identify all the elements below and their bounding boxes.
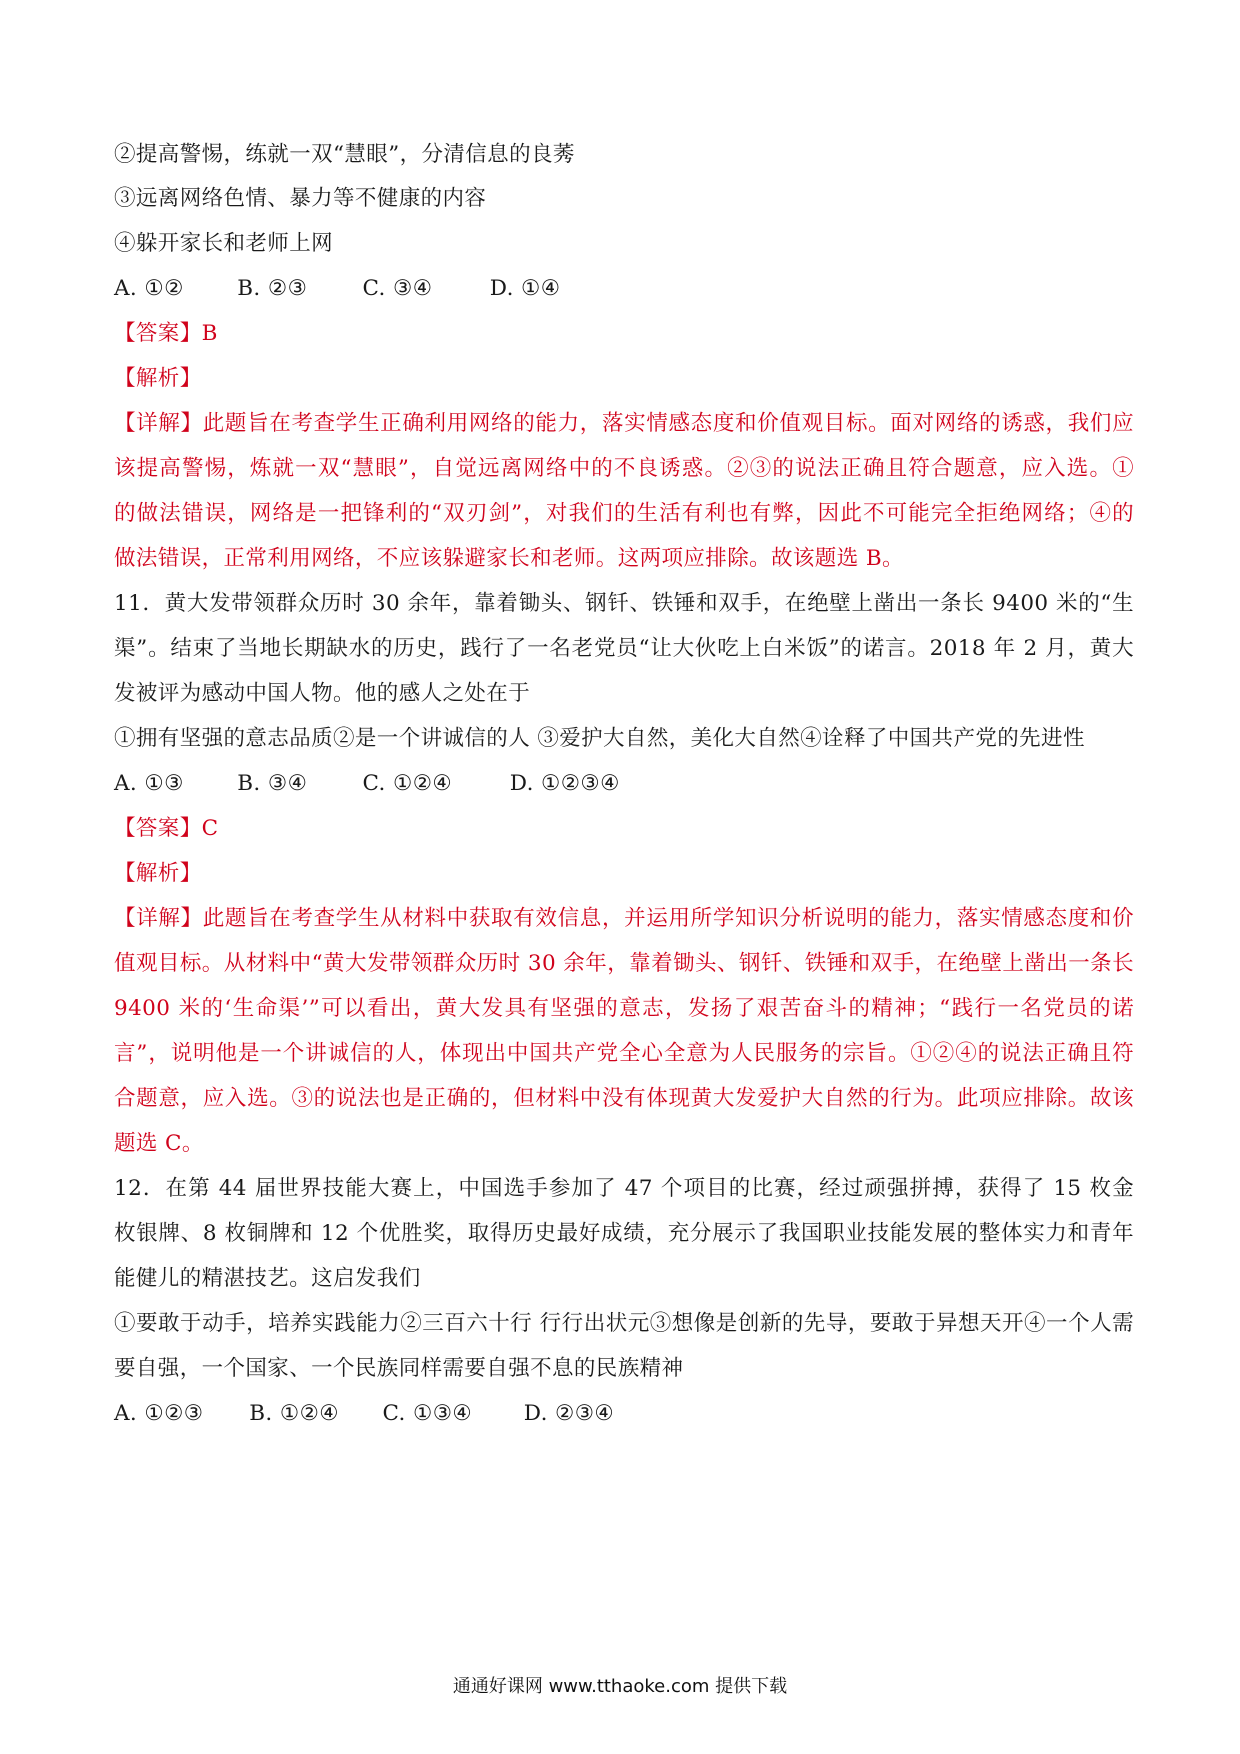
q10-choice-a: A. ①② bbox=[114, 276, 184, 301]
q11-choice-b: B. ③④ bbox=[237, 771, 308, 796]
q12-stem-line: 12．在第 44 届世界技能大赛上，中国选手参加了 47 个项目的比赛，经过顽强拼搏，获得了 15 枚金 bbox=[114, 1176, 1134, 1201]
q11-choice-c: C. ①②④ bbox=[362, 771, 453, 796]
q12-choice-c: C. ①③④ bbox=[382, 1401, 473, 1426]
q11-analysis-heading: 【解析】 bbox=[114, 861, 202, 886]
q12-options-line: ①要敢于动手，培养实践能力②三百六十行 行行出状元③想像是创新的先导，要敢于异想天开④一个人需 bbox=[114, 1311, 1134, 1336]
q11-detail-line: 言”，说明他是一个讲诚信的人，体现出中国共产党全心全意为人民服务的宗旨。①②④的说法正确且符 bbox=[114, 1041, 1134, 1066]
q11-choices bbox=[114, 769, 1134, 799]
q11-detail-line: 9400 米的‘生命渠’”可以看出，黄大发具有坚强的意志，发扬了艰苦奋斗的精神；“践行一名党员的诺 bbox=[114, 996, 1134, 1021]
q12-stem-line: 枚银牌、8 枚铜牌和 12 个优胜奖，取得历史最好成绩，充分展示了我国职业技能发展的整体实力和青年 bbox=[114, 1221, 1134, 1246]
q12-stem-line: 能健儿的精湛技艺。这启发我们 bbox=[114, 1266, 421, 1291]
q11-detail-line: 【详解】此题旨在考查学生从材料中获取有效信息，并运用所学知识分析说明的能力，落实情感态度和价 bbox=[114, 906, 1134, 931]
q11-stem-line: 渠”。结束了当地长期缺水的历史，践行了一名老党员“让大伙吃上白米饭”的诺言。2018 年 2 月，黄大 bbox=[114, 636, 1134, 661]
q10-option-4: ④躲开家长和老师上网 bbox=[114, 231, 334, 256]
q12-choices bbox=[114, 1399, 1134, 1429]
q10-choice-d: D. ①④ bbox=[489, 276, 561, 301]
q10-detail-line: 该提高警惕，炼就一双“慧眼”，自觉远离网络中的不良诱惑。②③的说法正确且符合题意，应入选。① bbox=[114, 456, 1134, 481]
q10-detail-line: 的做法错误，网络是一把锋利的“双刃剑”，对我们的生活有利也有弊，因此不可能完全拒绝网络；④的 bbox=[114, 501, 1134, 526]
q11-choice-a: A. ①③ bbox=[114, 771, 184, 796]
q11-stem-line: 11．黄大发带领群众历时 30 余年，靠着锄头、钢钎、铁锤和双手，在绝壁上凿出一条长 9400 米的“生 bbox=[114, 591, 1134, 616]
q11-answer: 【答案】C bbox=[114, 816, 219, 841]
q11-options: ①拥有坚强的意志品质②是一个讲诚信的人 ③爱护大自然，美化大自然④诠释了中国共产党的先进性 bbox=[114, 726, 1085, 751]
q10-choices bbox=[114, 274, 1134, 304]
q10-detail-line: 做法错误，正常利用网络，不应该躲避家长和老师。这两项应排除。故该题选 B。 bbox=[114, 546, 904, 571]
q11-detail-line: 合题意，应入选。③的说法也是正确的，但材料中没有体现黄大发爱护大自然的行为。此项应排除。故该 bbox=[114, 1086, 1134, 1111]
q12-choice-d: D. ②③④ bbox=[523, 1401, 615, 1426]
q11-detail-line: 题选 C。 bbox=[114, 1131, 204, 1156]
q11-detail-line: 值观目标。从材料中“黄大发带领群众历时 30 余年，靠着锄头、钢钎、铁锤和双手，在绝壁上凿出一条长 bbox=[114, 951, 1134, 976]
q12-choice-b: B. ①②④ bbox=[249, 1401, 339, 1426]
q11-stem-line: 发被评为感动中国人物。他的感人之处在于 bbox=[114, 681, 531, 706]
q10-analysis-heading: 【解析】 bbox=[114, 366, 202, 391]
page-footer: 通通好课网 www.tthaoke.com 提供下载 bbox=[452, 1676, 788, 1697]
q10-detail-line: 【详解】此题旨在考查学生正确利用网络的能力，落实情感态度和价值观目标。面对网络的诱惑，我们应 bbox=[114, 411, 1134, 436]
q12-choice-a: A. ①②③ bbox=[114, 1401, 204, 1426]
q10-option-2: ②提高警惕，练就一双“慧眼”，分清信息的良莠 bbox=[114, 142, 575, 167]
q12-options-line: 要自强，一个国家、一个民族同样需要自强不息的民族精神 bbox=[114, 1356, 684, 1381]
q10-choice-c: C. ③④ bbox=[362, 276, 433, 301]
q10-answer: 【答案】B bbox=[114, 321, 218, 346]
q11-choice-d: D. ①②③④ bbox=[509, 771, 620, 796]
q10-option-3: ③远离网络色情、暴力等不健康的内容 bbox=[114, 186, 487, 211]
q10-choice-b: B. ②③ bbox=[237, 276, 308, 301]
